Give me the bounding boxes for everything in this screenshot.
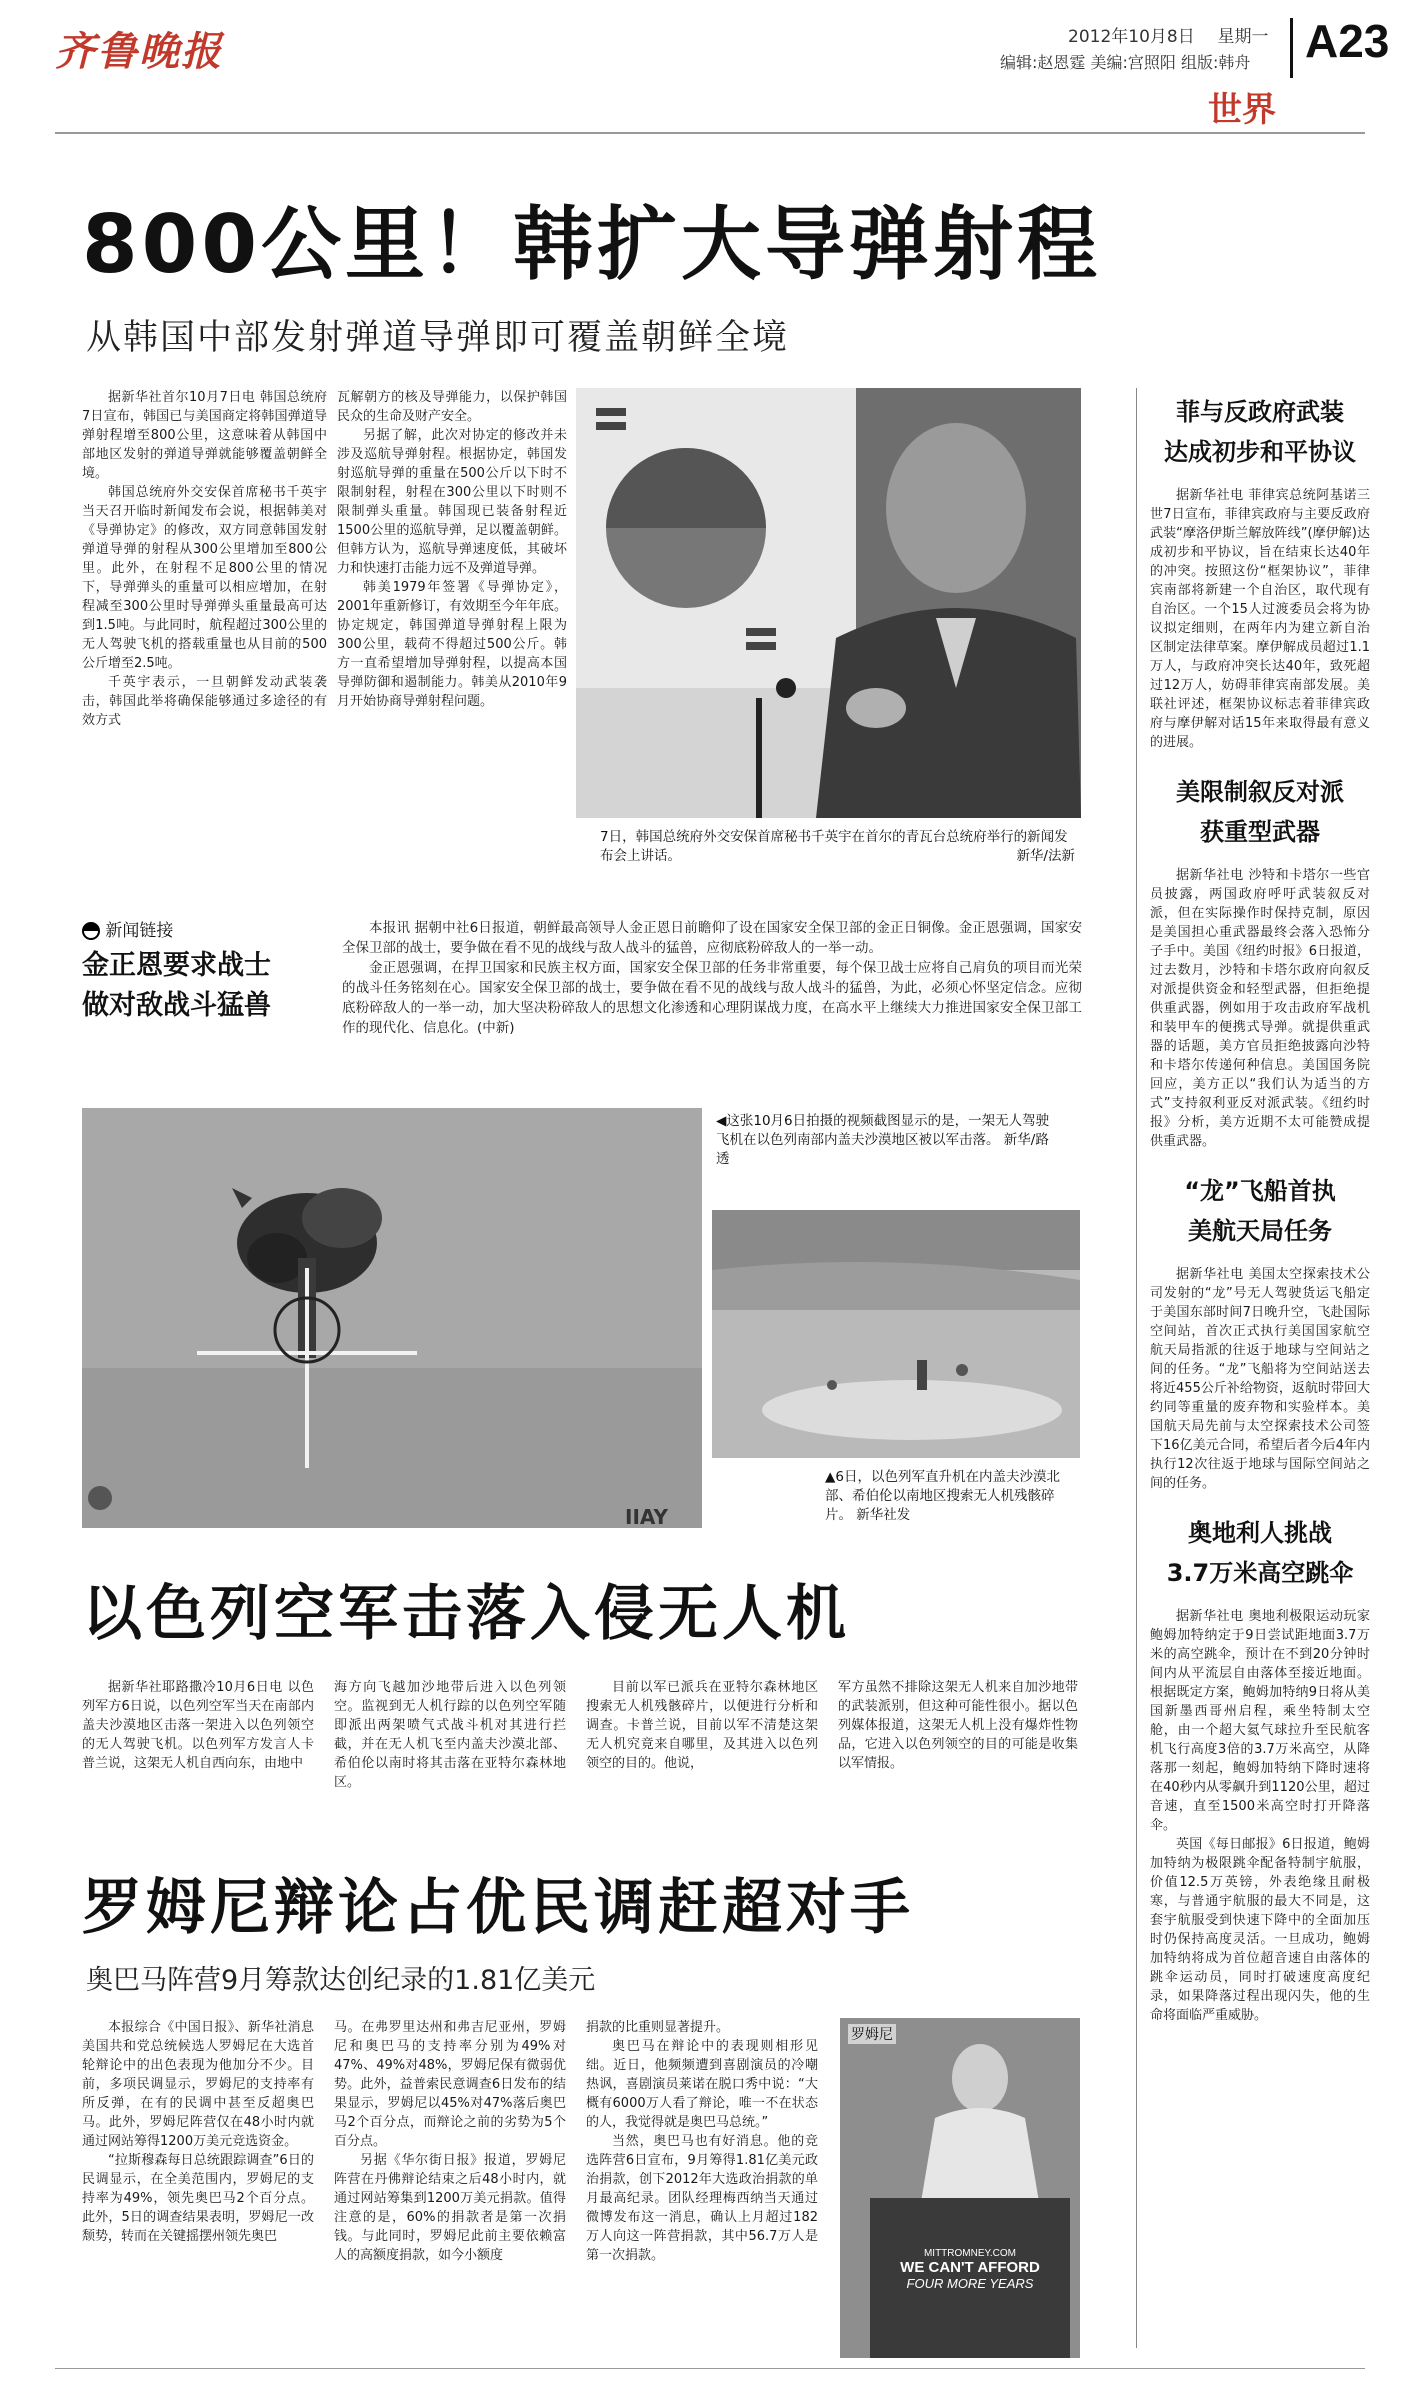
lead-paragraph: 千英宇表示，一旦朝鲜发动武装袭击，韩国此举将确保能够通过多途径的有效方式 [82,675,327,728]
title-line: 做对敌战斗猛兽 [82,990,271,1021]
masthead-divider [1290,18,1293,78]
drone-column-2: 海方向飞越加沙地带后进入以色列领空。监视到无人机行踪的以色列空军随即派出两架喷气式战斗机对其进行拦截，并在无人机飞至内盖夫沙漠北部、希伯伦以南时将其击落在亚特尔森林地区。 [334,1680,566,1790]
link-paragraph: 本报讯 据朝中社6日报道，朝鲜最高领导人金正恩日前瞻仰了设在国家安全保卫部的金正日铜像。金正恩强调，国家安全保卫部的战士，要争做在看不见的战线与敌人战斗的猛兽，应彻底粉碎敌人的一举一动。 [342,920,1082,956]
romney-paragraph: 另据《华尔街日报》报道，罗姆尼阵营在丹佛辩论结束之后48小时内，就通过网站筹集到1200万美元捐款。值得注意的是，60%的捐款者是第一次捐钱。与此同时，罗姆尼此前主要依赖富人的高额度捐款，如今小额度 [334,2153,566,2263]
masthead-rule [55,132,1365,134]
drone-caption-1 [716,1112,1061,1169]
sidebar-story [1150,1513,1370,2025]
podium-sign [880,2248,1060,2291]
romney-headline: 罗姆尼辩论占优民调赶超对手 [82,1873,914,1943]
sidebar-story-title [1150,1513,1370,1593]
news-link-tag [82,916,173,941]
page-number: A23 [1305,15,1390,67]
title-line: 3.7万米高空跳伞 [1166,1559,1354,1587]
sidebar-story-text: 据新华社电 沙特和卡塔尔一些官员披露，两国政府呼吁武装叙反对派，但在实际操作时保持克制，原因是美国担心重武器最终会落入恐怖分子手中。美国《纽约时报》6日报道，过去数月，沙特和卡塔尔政府向叙反对派提供资金和轻型武器，但拒绝提供重武器，例如用于攻击政府军战机和装甲车的便携式导弹。就提供重武器的话题，美方官员拒绝披露向沙特和卡塔尔传递何种信息。美国国务院回应，美方正以“我们认为适当的方式”支持叙利亚反对派武装。《纽约时报》分析，美方近期不太可能赞成提供重武器。 [1150,868,1370,1149]
title-line: 获重型武器 [1200,818,1320,846]
romney-paragraph: “拉斯穆森每日总统跟踪调查”6日的民调显示，在全美范围内，罗姆尼的支持率为49%，领先奥巴马2个百分点。此外，5日的调查结果表明，罗姆尼一改颓势，转而在关键摇摆州领先奥巴 [82,2153,314,2244]
drone-column-4: 军方虽然不排除这架无人机来自加沙地带的武装派别，但这种可能性很小。据以色列媒体报道，这架无人机上没有爆炸性物品，它进入以色列领空的目的可能是收集以军情报。 [838,1680,1078,1771]
newspaper-logo: 齐鲁晚报 [55,28,223,75]
lead-paragraph: 另据了解，此次对协定的修改并未涉及巡航导弹射程。根据协定，韩国发射巡航导弹的重量在500公斤以下时不限制射程，射程在300公里以下时则不限制弹头重量。韩国现已装备射程近1500公里的巡航导弹，足以覆盖朝鲜。但韩方认为，巡航导弹速度低，其破坏力和快速打击能力远不及弹道导弹。 [337,428,567,576]
section-name: 世界 [1208,90,1276,130]
sidebar-story [1150,1171,1370,1493]
title-line: 金正恩要求战士 [82,950,271,981]
caption-text: 7日，韩国总统府外交安保首席秘书千英宇在首尔的青瓦台总统府举行的新闻发布会上讲话。 [600,829,1068,864]
drone-explosion-image [82,1108,702,1528]
news-link-title [82,946,271,1026]
drone-caption-2 [825,1468,1080,1525]
half-circle-icon [82,922,100,940]
drone-column-1: 据新华社耶路撒冷10月6日电 以色列军方6日说，以色列空军当天在南部内盖夫沙漠地区击落一架进入以色列领空的无人驾驶飞机。以色列军方发言人卡普兰说，这架无人机自西向东，由地中 [82,1680,314,1771]
drone-headline: 以色列空军击落入侵无人机 [82,1579,850,1649]
caption-text: ◀这张10月6日拍摄的视频截图显示的是，一架无人驾驶飞机在以色列南部内盖夫沙漠地区被以军击落。 [716,1113,1050,1148]
lead-column-2 [337,388,567,711]
caption-text: ▲6日，以色列军直升机在内盖夫沙漠北部、希伯伦以南地区搜索无人机残骸碎片。 [825,1469,1060,1523]
sidebar-story-text: 据新华社电 美国太空探索技术公司发射的“龙”号无人驾驶货运飞船定于美国东部时间7日晚升空，飞赴国际空间站，首次正式执行美国国家航空航天局指派的往返于地球与空间站之间的任务。“龙”飞船将为空间站送去将近455公斤补给物资，返航时带回大约同等重量的废弃物和实验样本。美国航天局先前与太空探索技术公司签下16亿美元合同，希望后者今后4年内执行12次往返于地球与国际空间站之间的任务。 [1150,1267,1370,1491]
lead-photo-caption [600,828,1075,866]
news-link-text [342,918,1082,1038]
romney-photo [840,2018,1080,2358]
lead-paragraph: 韩国总统府外交安保首席秘书千英宇当天召开临时新闻发布会说，根据韩美对《导弹协定》的修改，双方同意韩国发射弹道导弹的射程从300公里增加至800公里。此外，在射程不足800公里的情况下，导弹弹头的重量可以相应增加，在射程减至300公里时导弹弹头重量最高可达到1.5吨。与此同时，航程超过300公里的无人驾驶飞机的搭载重量也从目前的500公斤增至2.5吨。 [82,485,327,671]
romney-subhead: 奥巴马阵营9月筹款达创纪录的1.81亿美元 [86,1965,596,1996]
lead-paragraph: 韩美1979年签署《导弹协定》，2001年重新修订，有效期至今年年底。协定规定，韩国弹道导弹射程上限为300公里，载荷不得超过500公斤。韩方一直希望增加导弹射程，以提高本国导弹防御和遏制能力。韩美从2010年9月开始协商导弹射程问题。 [337,580,567,709]
romney-paragraph: 马。在弗罗里达州和弗吉尼亚州，罗姆尼和奥巴马的支持率分别为49%对47%、49%对48%，罗姆尼保有微弱优势。此外，益普索民意调查6日发布的结果显示，罗姆尼以45%对47%落后奥巴马2个百分点，而辩论之前的劣势为5个百分点。 [334,2020,566,2149]
sign-website: MITTROMNEY.COM [923,2248,1017,2259]
sign-line-1: WE CAN'T AFFORD [900,2259,1040,2276]
sidebar-story [1150,392,1370,752]
romney-paragraph: 当然，奥巴马也有好消息。他的竞选阵营6日宣布，9月筹得1.81亿美元政治捐款，创下2012年大选政治捐款的单月最高纪录。团队经理梅西纳当天通过微博发布这一消息，确认上月超过182万人向这一阵营捐款，其中56.7万人是第一次捐款。 [586,2134,818,2263]
drone-video-still [82,1108,702,1528]
link-credit: (中新) [477,1020,515,1036]
lead-photo [576,388,1081,818]
page-bottom-rule [55,2368,1365,2369]
romney-column-3 [586,2018,818,2265]
watermark-text: IIAY [625,1505,668,1529]
title-line: 菲与反政府武装 [1176,398,1344,426]
press-conference-image [576,388,1081,818]
issue-date [1068,22,1269,47]
romney-column-1 [82,2018,314,2246]
sidebar-story-text: 据新华社电 菲律宾总统阿基诺三世7日宣布，菲律宾政府与主要反政府武装“摩洛伊斯兰解放阵线”(摩伊解)达成初步和平协议，旨在结束长达40年的冲突。按照这份“框架协议”，菲律宾南部将新建一个自治区，取代现有自治区。一个15人过渡委员会将为协议拟定细则，在两年内为建立新自治区制定法律草案。摩伊解成员超过1.1万人，与政府冲突长达40年，致死超过12万人，妨碍菲律宾南部发展。美联社评述，框架协议标志着菲律宾政府与摩伊解对话15年来取得最有意义的进展。 [1150,488,1370,750]
lead-paragraph: 据新华社首尔10月7日电 韩国总统府7日宣布，韩国已与美国商定将韩国弹道导弹射程增至800公里，这意味着从韩国中部地区发射的弹道导弹就能够覆盖朝鲜全境。 [82,390,327,481]
title-line: 奥地利人挑战 [1188,1519,1332,1547]
sidebar-story-text [1150,1607,1370,2025]
sidebar-story-title [1150,1171,1370,1251]
photo-credit: 新华社发 [856,1507,911,1523]
sidebar-paragraph: 据新华社电 奥地利极限运动玩家鲍姆加特纳定于9日尝试距地面3.7万米的高空跳伞，预计在不到20分钟时间内从平流层自由落体至接近地面。根据既定方案，鲍姆加特纳9日将从美国新墨西哥州启程，乘坐特制太空舱，由一个超大氦气球拉升至民航客机飞行高度3倍的3.7万米高空，从降落那一刻起，鲍姆加特纳下降时速将在40秒内从零飙升到1120公里，超过音速，直至1500米高空时打开降落伞。 [1150,1609,1370,1833]
news-link-label: 新闻链接 [105,921,174,941]
title-line: 达成初步和平协议 [1164,438,1356,466]
photo-credit: 新华/路透 [716,1132,1049,1167]
date-text: 2012年10月8日 [1068,27,1195,47]
masthead [0,0,1417,140]
romney-podium-image [840,2018,1080,2358]
photo-credit: 新华/法新 [1016,848,1075,864]
lead-subhead: 从韩国中部发射弹道导弹即可覆盖朝鲜全境 [86,318,790,358]
title-line: “龙”飞船首执 [1184,1177,1336,1205]
sidebar [1150,392,1370,2025]
desert-search-image [712,1210,1080,1458]
sidebar-story [1150,772,1370,1151]
photo-name-label: 罗姆尼 [848,2024,896,2044]
sidebar-story-title [1150,392,1370,472]
sign-line-2: FOUR MORE YEARS [906,2276,1034,2291]
link-paragraph-text: 金正恩强调，在捍卫国家和民族主权方面，国家安全保卫部的任务非常重要，每个保卫战士应将自己肩负的项目而光荣的战斗任务铭刻在心。国家安全保卫部的战士，要争做在看不见的战线与敌人战斗的猛兽，为此，必须心怀坚定信念。应彻底粉碎敌人的一举一动，加大坚决粉碎敌人的思想文化渗透和心理阴谋战力度，在高水平上继续大力推进国家安全保卫部工作的现代化、信息化。 [342,960,1082,1036]
editors-line: 编辑:赵恩霆 美编:宫照阳 组版:韩舟 [1000,53,1251,72]
romney-column-2 [334,2018,566,2265]
romney-paragraph: 本报综合《中国日报》、新华社消息 美国共和党总统候选人罗姆尼在大选首轮辩论中的出色表现为他加分不少。目前，多项民调显示，罗姆尼的支持率有所反弹，在有的民调中甚至反超奥巴马。此外，罗姆尼阵营仅在48小时内就通过网站筹得1200万美元竞选资金。 [82,2020,314,2149]
helicopter-search-photo [712,1210,1080,1458]
lead-paragraph: 瓦解朝方的核及导弹能力，以保护韩国民众的生命及财产安全。 [337,390,567,424]
lead-headline: 800公里！韩扩大导弹射程 [82,198,1101,291]
sidebar-paragraph: 英国《每日邮报》6日报道，鲍姆加特纳为极限跳伞配备特制宇航服，价值12.5万英镑，外表绝缘且耐极寒，与普通宇航服的最大不同是，这套宇航服受到快速下降中的全面加压时仍保持高度灵活。一旦成功，鲍姆加特纳将成为首位超音速自由落体的跳伞运动员，同时打破速度高度纪录，如果降落过程出现闪失，他的生命将面临严重威胁。 [1150,1837,1370,2023]
title-line: 美航天局任务 [1188,1217,1332,1245]
sidebar-divider [1136,388,1137,2348]
news-link-box [82,916,1082,1056]
romney-paragraph: 捐款的比重则显著提升。 [586,2020,730,2035]
link-paragraph [342,958,1082,1038]
drone-column-3: 目前以军已派兵在亚特尔森林地区搜索无人机残骸碎片，以便进行分析和调查。卡普兰说，目前以军不清楚这架无人机究竟来自哪里，及其进入以色列领空的目的。他说， [586,1680,818,1771]
lead-column-1 [82,388,327,730]
sidebar-story-title [1150,772,1370,852]
romney-paragraph: 奥巴马在辩论中的表现则相形见绌。近日，他频频遭到喜剧演员的冷嘲热讽，喜剧演员莱诺在脱口秀中说：“大概有6000万人看了辩论，唯一不在状态的人，我觉得就是奥巴马总统。” [586,2039,818,2130]
weekday-text: 星期一 [1217,27,1269,47]
title-line: 美限制叙反对派 [1176,778,1344,806]
